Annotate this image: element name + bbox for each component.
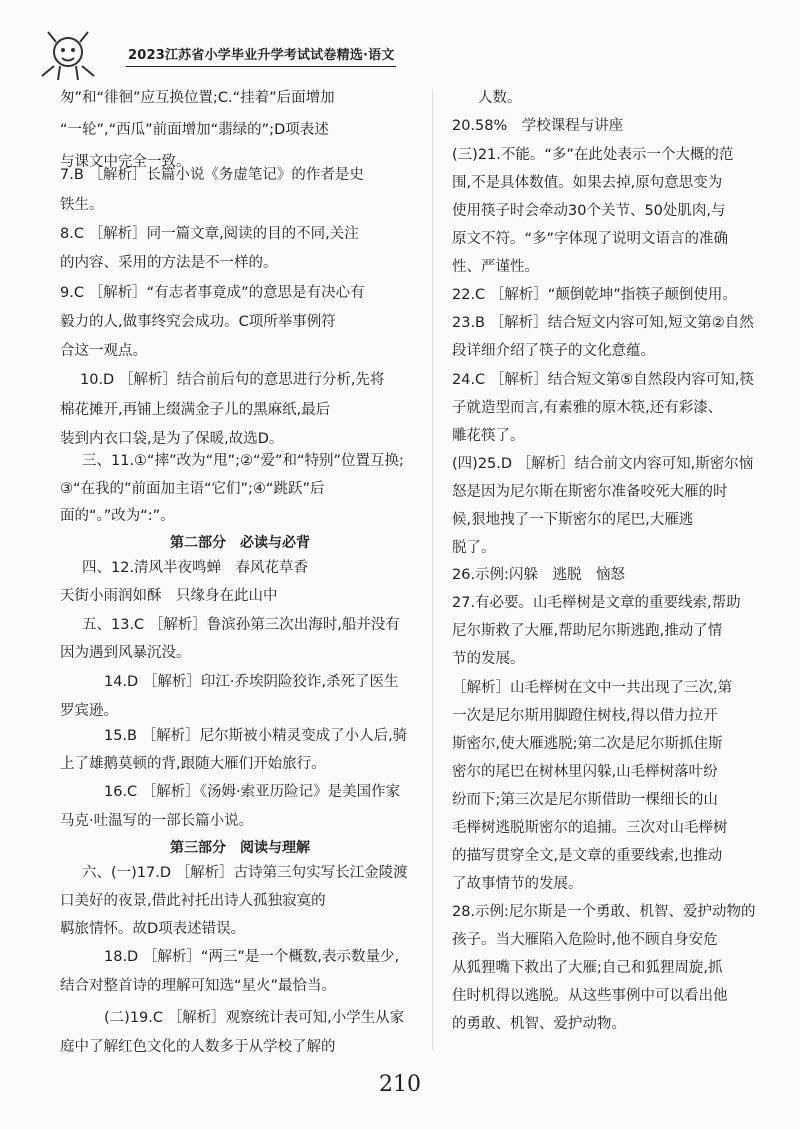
text-line: 住时机得以逃脱。从这些事例中可以看出他 bbox=[452, 988, 728, 1004]
text-line: (三)21.不能。“多”在此处表示一个大概的范 bbox=[452, 147, 734, 163]
text-line: 8.C ［解析］同一篇文章,阅读的目的不同,关注 bbox=[60, 226, 359, 242]
text-line: 天街小雨润如酥 只缘身在此山中 bbox=[60, 588, 278, 604]
text-line: 毅力的人,做事终究会成功。C项所举事例符 bbox=[60, 314, 336, 330]
text-line: 节的发展。 bbox=[452, 651, 525, 667]
text-line: 三、11.①“摔”改为“甩”;②“爱”和“特别”位置互换; bbox=[82, 453, 404, 469]
header-rule bbox=[126, 66, 396, 67]
text-line: 原文不符。“多”字体现了说明文语言的准确 bbox=[452, 231, 729, 247]
page-number: 210 bbox=[379, 1072, 421, 1097]
text-line: 候,狠地拽了一下斯密尔的尾巴,大雁逃 bbox=[452, 512, 694, 528]
text-line: 段详细介绍了筷子的文化意蕴。 bbox=[452, 343, 655, 359]
text-line: 子就造型而言,有素雅的原木筷,还有彩漆、 bbox=[452, 400, 723, 416]
text-line: 的描写贯穿全文,是文章的重要线索,也推动 bbox=[452, 848, 723, 864]
text-line: 围,不是具体数值。如果去掉,原句意思变为 bbox=[452, 175, 723, 191]
text-line: 性、严谨性。 bbox=[452, 259, 539, 275]
text-line: 口美好的夜景,借此衬托出诗人孤独寂寞的 bbox=[60, 893, 326, 909]
text-line: 毛榉树逃脱斯密尔的追捕。三次对山毛榉树 bbox=[452, 820, 728, 836]
text-line: 斯密尔,使大雁逃脱;第二次是尼尔斯抓住斯 bbox=[452, 736, 723, 752]
text-line: 面的“。”改为“:”。 bbox=[60, 508, 175, 524]
text-line: 16.C ［解析］《汤姆·索亚历险记》是美国作家 bbox=[104, 784, 401, 800]
section-heading: 第三部分 阅读与理解 bbox=[170, 840, 310, 856]
text-line: 从狐狸嘴下救出了大雁;自己和狐狸周旋,抓 bbox=[452, 960, 723, 976]
text-line: 上了雄鹅莫顿的背,跟随大雁们开始旅行。 bbox=[60, 756, 326, 772]
text-line: 24.C ［解析］结合短文第⑤自然段内容可知,筷 bbox=[452, 372, 754, 388]
text-line: 人数。 bbox=[478, 90, 522, 106]
text-line: 18.D ［解析］“两三”是一个概数,表示数量少, bbox=[104, 949, 400, 965]
text-line: 棉花摊开,再铺上缀满金子儿的黑麻纸,最后 bbox=[60, 402, 331, 418]
text-line: 20.58% 学校课程与讲座 bbox=[452, 118, 624, 134]
text-line: 四、12.清风半夜鸣蝉 春风花草香 bbox=[82, 560, 309, 576]
text-line: 雕花筷了。 bbox=[452, 428, 525, 444]
text-line: 10.D ［解析］结合前后句的意思进行分析,先将 bbox=[80, 372, 385, 388]
column-divider bbox=[432, 90, 433, 1050]
text-line: 五、13.C ［解析］鲁滨孙第三次出海时,船并没有 bbox=[82, 617, 400, 633]
text-line: 马克·吐温写的一部长篇小说。 bbox=[60, 813, 254, 829]
text-line: 的勇敢、机智、爱护动物。 bbox=[452, 1016, 626, 1032]
text-line: 28.示例:尼尔斯是一个勇敢、机智、爱护动物的 bbox=[452, 904, 756, 920]
text-line: 庭中了解红色文化的人数多于从学校了解的 bbox=[60, 1039, 336, 1055]
text-line: (二)19.C ［解析］观察统计表可知,小学生从家 bbox=[104, 1010, 405, 1026]
text-line: 9.C ［解析］“有志者事竟成”的意思是有决心有 bbox=[60, 285, 365, 301]
section-heading: 第二部分 必读与必背 bbox=[170, 535, 310, 551]
text-line: 22.C ［解析］“颠倒乾坤”指筷子颠倒使用。 bbox=[452, 287, 737, 303]
text-line: 7.B ［解析］长篇小说《务虚笔记》的作者是史 bbox=[60, 167, 364, 183]
text-line: 26.示例:闪躲 逃脱 恼怒 bbox=[452, 567, 625, 583]
text-line: 纷而下;第三次是尼尔斯借助一棵细长的山 bbox=[452, 792, 718, 808]
text-line: 尼尔斯救了大雁,帮助尼尔斯逃跑,推动了情 bbox=[452, 623, 723, 639]
text-line: ③“在我的”前面加主语“它们”;④“跳跃”后 bbox=[60, 481, 325, 497]
text-line: 因为遇到风暴沉没。 bbox=[60, 645, 191, 661]
text-line: 罗宾逊。 bbox=[60, 703, 118, 719]
header-title: 2023江苏省小学毕业升学考试试卷精选·语文 bbox=[128, 48, 395, 63]
text-line: 的内容、采用的方法是不一样的。 bbox=[60, 255, 278, 271]
text-line: 匆”和“徘徊”应互换位置;C.“挂着”后面增加 bbox=[60, 90, 335, 106]
text-line: 结合对整首诗的理解可知选“星火”最恰当。 bbox=[60, 978, 337, 994]
text-line: 27.有必要。山毛榉树是文章的重要线索,帮助 bbox=[452, 595, 741, 611]
text-line: 装到内衣口袋,是为了保暖,故选D。 bbox=[60, 431, 284, 447]
text-line: 一次是尼尔斯用脚蹬住树枝,得以借力拉开 bbox=[452, 708, 718, 724]
text-line: 脱了。 bbox=[452, 540, 496, 556]
text-line: 羁旅情怀。故D项表述错误。 bbox=[60, 921, 246, 937]
text-line: 14.D ［解析］印江·乔埃阴险狡诈,杀死了医生 bbox=[104, 674, 399, 690]
text-line: 15.B ［解析］尼尔斯被小精灵变成了小人后,骑 bbox=[104, 728, 408, 744]
text-line: 密尔的尾巴在树林里闪躲,山毛榉树落叶纷 bbox=[452, 764, 718, 780]
text-line: (四)25.D ［解析］结合前文内容可知,斯密尔恼 bbox=[452, 456, 754, 472]
mascot-logo-icon bbox=[36, 28, 100, 84]
text-line: 与课文中完全一致。 bbox=[60, 154, 191, 170]
text-line: 孩子。当大雁陷入危险时,他不顾自身安危 bbox=[452, 932, 718, 948]
text-line: 了故事情节的发展。 bbox=[452, 876, 583, 892]
text-line: 合这一观点。 bbox=[60, 343, 147, 359]
text-line: 铁生。 bbox=[60, 197, 104, 213]
page-header bbox=[30, 28, 430, 84]
text-line: 23.B ［解析］结合短文内容可知,短文第②自然 bbox=[452, 315, 754, 331]
text-line: ［解析］山毛榉树在文中一共出现了三次,第 bbox=[452, 680, 733, 696]
text-line: 六、(一)17.D ［解析］古诗第三句实写长江金陵渡 bbox=[82, 865, 408, 881]
text-line: “一轮”,“西瓜”前面增加“翡绿的”;D项表述 bbox=[60, 122, 329, 138]
text-line: 怒是因为尼尔斯在斯密尔准备咬死大雁的时 bbox=[452, 484, 728, 500]
text-line: 使用筷子时会牵动30个关节、50处肌肉,与 bbox=[452, 203, 726, 219]
